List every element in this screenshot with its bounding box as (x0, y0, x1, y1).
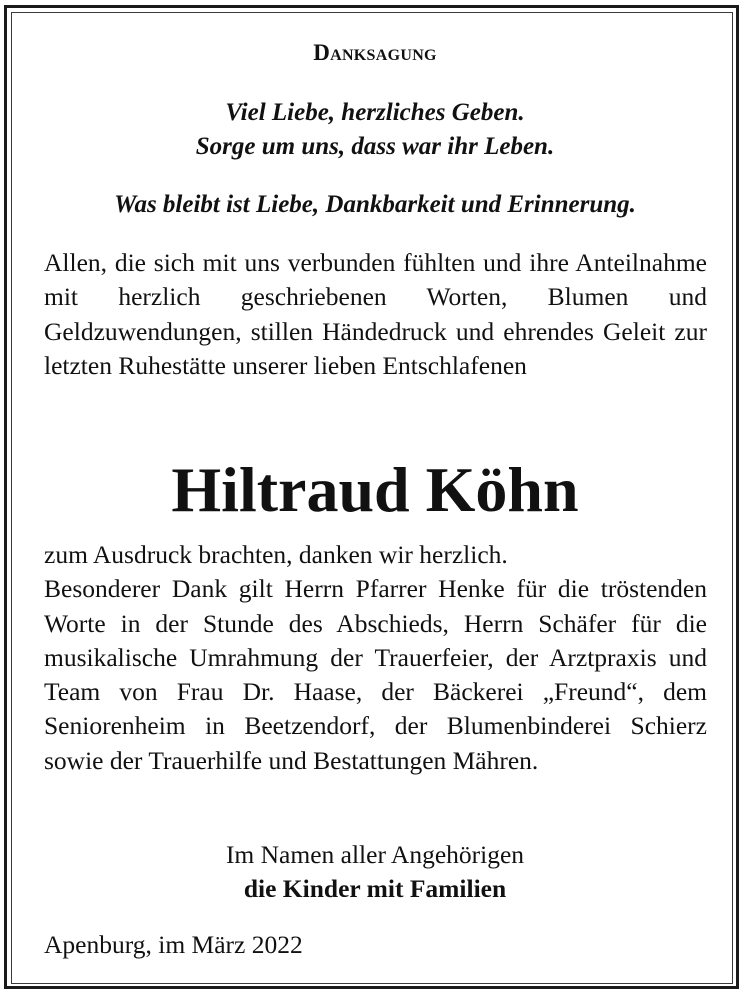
deceased-name: Hiltraud Köhn (171, 454, 579, 525)
special-thanks-text: Besonderer Dank gilt Herrn Pfarrer Henke für die tröstenden Worte in der Stunde des Abschieds, Herrn Schäfer für die musikalische Umrahmung der Trauerfeier, der Arztpraxis und Team von Frau Dr. Haase, der Bäckerei „Freund“, dem Seniorenheim in Beetzendorf, der Blumenbinderei Schierz sowie der Trauerhilfe und Bestattungen Mähren. (44, 574, 707, 775)
verse-block (0, 96, 750, 164)
verse-line-2: Sorge um uns, dass war ihr Leben. (195, 133, 555, 160)
place-and-date: Apenburg, im März 2022 (44, 930, 303, 959)
signoff-signature: die Kinder mit Familien (243, 874, 507, 903)
memorial-motto: Was bleibt ist Liebe, Dankbarkeit und Erinnerung. (114, 191, 636, 218)
signoff-block (0, 838, 750, 906)
verse-line-1: Viel Liebe, herzliches Geben. (225, 99, 525, 126)
thanks-paragraph-main (44, 538, 707, 778)
signoff-line-1: Im Namen aller Angehörigen (225, 840, 525, 869)
thanks-opening-line: zum Ausdruck brachten, danken wir herzlich. (44, 540, 508, 569)
thanks-paragraph-intro: Allen, die sich mit uns verbunden fühlten und ihre Anteilnahme mit herzlich geschriebenen Worten, Blumen und Geldzuwendungen, stillen Händedruck und ehrendes Geleit zur letzten Ruhestätte unserer lieben Entschlafenen (44, 248, 707, 380)
notice-heading: Danksagung (313, 40, 437, 65)
